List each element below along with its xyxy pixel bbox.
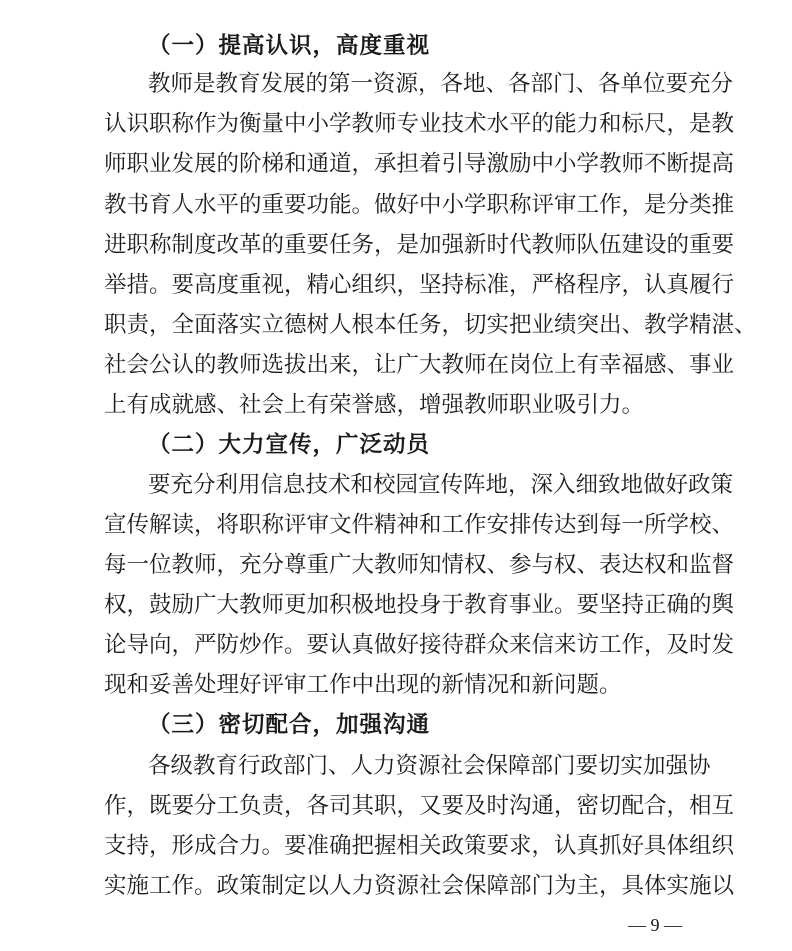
paragraph-line: 实施工作。政策制定以人力资源社会保障部门为主，具体实施以	[104, 873, 735, 899]
section-heading-1: （一）提高认识，高度重视	[148, 33, 431, 59]
paragraph-line: 要充分利用信息技术和校园宣传阵地，深入细致地做好政策	[148, 472, 734, 498]
paragraph-line: 职责，全面落实立德树人根本任务，切实把业绩突出、教学精湛、	[104, 312, 757, 338]
paragraph-line: 宣传解读，将职称评审文件精神和工作安排传达到每一所学校、	[104, 512, 735, 538]
section-heading-3: （三）密切配合，加强沟通	[148, 712, 431, 738]
paragraph-line: 权，鼓励广大教师更加积极地投身于教育事业。要坚持正确的舆	[104, 592, 735, 618]
paragraph-line: 各级教育行政部门、人力资源社会保障部门要切实加强协	[148, 753, 711, 779]
paragraph-line: 作，既要分工负责，各司其职，又要及时沟通，密切配合，相互	[104, 793, 735, 819]
paragraph-line: 论导向，严防炒作。要认真做好接待群众来信来访工作，及时发	[104, 632, 735, 658]
paragraph-line: 社会公认的教师选拔出来，让广大教师在岗位上有幸福感、事业	[104, 352, 735, 378]
paragraph-line: 举措。要高度重视，精心组织，坚持标准，严格程序，认真履行	[104, 272, 735, 298]
paragraph-line: 每一位教师，充分尊重广大教师知情权、参与权、表达权和监督	[104, 552, 735, 578]
paragraph-line: 现和妥善处理好评审工作中出现的新情况和新问题。	[104, 672, 622, 698]
paragraph-line: 师职业发展的阶梯和通道，承担着引导激励中小学教师不断提高	[104, 151, 735, 177]
paragraph-line: 认识职称作为衡量中小学教师专业技术水平的能力和标尺，是教	[104, 111, 735, 137]
paragraph-line: 教书育人水平的重要功能。做好中小学职称评审工作，是分类推	[104, 192, 735, 218]
paragraph-line: 支持，形成合力。要准确把握相关政策要求，认真抓好具体组织	[104, 833, 735, 859]
paragraph-line: 教师是教育发展的第一资源，各地、各部门、各单位要充分	[148, 71, 734, 97]
paragraph-line: 进职称制度改革的重要任务，是加强新时代教师队伍建设的重要	[104, 232, 735, 258]
page-number: — 9 —	[628, 915, 682, 935]
paragraph-line: 上有成就感、社会上有荣誉感，增强教师职业吸引力。	[104, 392, 645, 418]
section-heading-2: （二）大力宣传，广泛动员	[148, 432, 431, 458]
